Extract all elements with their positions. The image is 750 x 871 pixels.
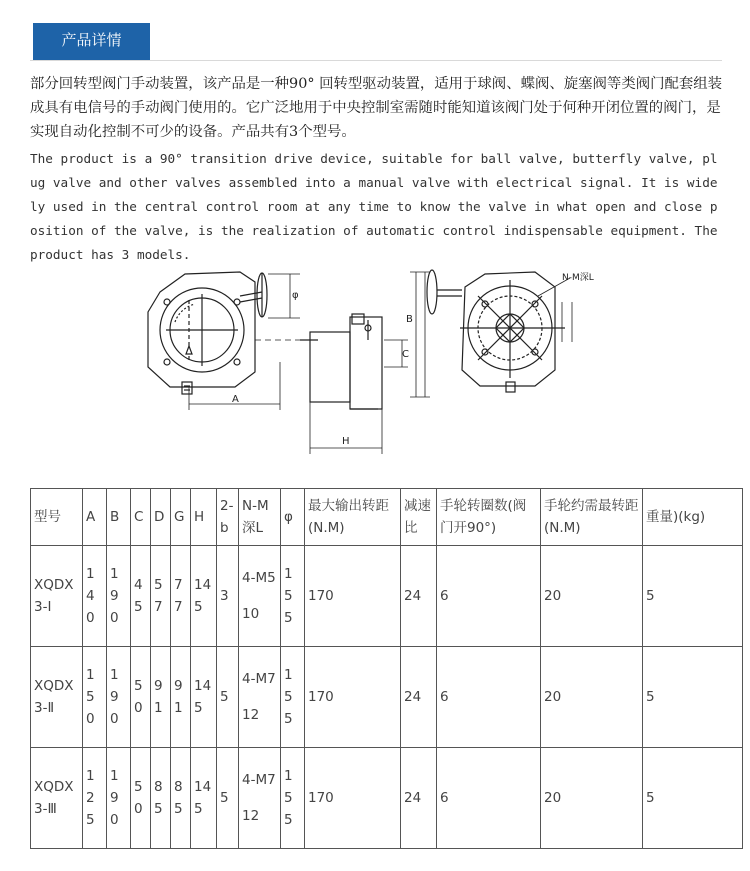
cell-nm-depth: 12 <box>242 707 260 723</box>
cell-hand-torque: 20 <box>541 748 643 849</box>
cell-torque: 170 <box>305 748 401 849</box>
cell-b: 190 <box>107 748 131 849</box>
header-hand-torque: 手轮约需最转距 (N.M) <box>541 489 643 546</box>
header-nm: N-M深L <box>239 489 281 546</box>
cell-a: 125 <box>83 748 107 849</box>
dim-label-phi: φ <box>292 290 299 301</box>
cell-ratio: 24 <box>401 647 437 748</box>
cell-nm <box>239 647 281 748</box>
cell-nm <box>239 546 281 647</box>
cell-g: 77 <box>171 546 191 647</box>
cell-d: 91 <box>151 647 171 748</box>
cell-h: 145 <box>191 647 217 748</box>
cell-turns: 6 <box>437 647 541 748</box>
cell-g: 85 <box>171 748 191 849</box>
cell-nm-depth: 12 <box>242 808 260 824</box>
header-h: H <box>191 489 217 546</box>
header-c: C <box>131 489 151 546</box>
header-g: G <box>171 489 191 546</box>
description-chinese: 部分回转型阀门手动装置，该产品是一种90° 回转型驱动装置，适用于球阀、蝶阀、旋塞阀等类阀门配套组装成具有电信号的手动阀门使用的。它广泛地用于中央控制室需随时能知道该阀门处于何种开闭位置的阀门，是实现自动化控制不可少的设备。产品共有3个型号。 <box>30 76 723 140</box>
cell-c: 50 <box>131 748 151 849</box>
cell-c: 45 <box>131 546 151 647</box>
cell-ratio: 24 <box>401 546 437 647</box>
cell-nm-thread: 4-M5 <box>242 570 276 586</box>
cell-torque: 170 <box>305 546 401 647</box>
cell-d: 85 <box>151 748 171 849</box>
section-tab-product-details[interactable]: 产品详情 <box>33 23 150 58</box>
cell-nm-depth: 10 <box>242 606 260 622</box>
dim-label-c: C <box>402 349 409 360</box>
cell-model: XQDX3-Ⅲ <box>31 748 83 849</box>
header-a: A <box>83 489 107 546</box>
header-model: 型号 <box>31 489 83 546</box>
cell-phi: 155 <box>281 748 305 849</box>
cell-nm <box>239 748 281 849</box>
header-phi: φ <box>281 489 305 546</box>
dim-label-h: H <box>342 436 350 447</box>
table-row <box>31 546 743 647</box>
header-b: B <box>107 489 131 546</box>
spec-table <box>30 488 743 849</box>
table-header-row <box>31 489 743 546</box>
cell-phi: 155 <box>281 647 305 748</box>
cell-2b: 5 <box>217 647 239 748</box>
header-divider <box>30 60 722 61</box>
cell-b: 190 <box>107 647 131 748</box>
cell-b: 190 <box>107 546 131 647</box>
cell-weight: 5 <box>643 748 743 849</box>
dim-label-nm: N-M深L <box>562 273 594 283</box>
cell-weight: 5 <box>643 546 743 647</box>
table-row <box>31 748 743 849</box>
cell-hand-torque: 20 <box>541 546 643 647</box>
cell-model: XQDX3-Ⅰ <box>31 546 83 647</box>
technical-drawing <box>140 262 610 472</box>
cell-ratio: 24 <box>401 748 437 849</box>
cell-a: 140 <box>83 546 107 647</box>
side-view-body <box>310 332 350 402</box>
header-torque: 最大输出转距(N.M) <box>305 489 401 546</box>
header-2b: 2-b <box>217 489 239 546</box>
dim-label-b: B <box>406 314 413 325</box>
cell-a: 150 <box>83 647 107 748</box>
cell-h: 145 <box>191 546 217 647</box>
handwheel-right <box>427 270 437 314</box>
cell-weight: 5 <box>643 647 743 748</box>
cell-c: 50 <box>131 647 151 748</box>
cell-g: 91 <box>171 647 191 748</box>
header-d: D <box>151 489 171 546</box>
cell-phi: 155 <box>281 546 305 647</box>
table-row <box>31 647 743 748</box>
cell-h: 145 <box>191 748 217 849</box>
cell-nm-thread: 4-M7 <box>242 772 276 788</box>
cell-2b: 3 <box>217 546 239 647</box>
cell-torque: 170 <box>305 647 401 748</box>
cell-d: 57 <box>151 546 171 647</box>
cell-model: XQDX3-Ⅱ <box>31 647 83 748</box>
header-turns: 手轮转圈数(阀门开90°) <box>437 489 541 546</box>
header-ratio: 减速比 <box>401 489 437 546</box>
cell-2b: 5 <box>217 748 239 849</box>
cell-nm-thread: 4-M7 <box>242 671 276 687</box>
dim-label-a: A <box>232 394 239 405</box>
cell-turns: 6 <box>437 546 541 647</box>
cell-turns: 6 <box>437 748 541 849</box>
cell-hand-torque: 20 <box>541 647 643 748</box>
header-weight: 重量)(kg) <box>643 489 743 546</box>
description-english: The product is a 90° transition drive device, suitable for ball valve, butterfly valve, plug valve and other valves assembled into a manual valve with electrical signal. It is widely used in the central control room at any time to know the valve in what open and close position of the valve, is the realization of automatic control indispensable equipment. The product has 3 models. <box>30 151 718 262</box>
